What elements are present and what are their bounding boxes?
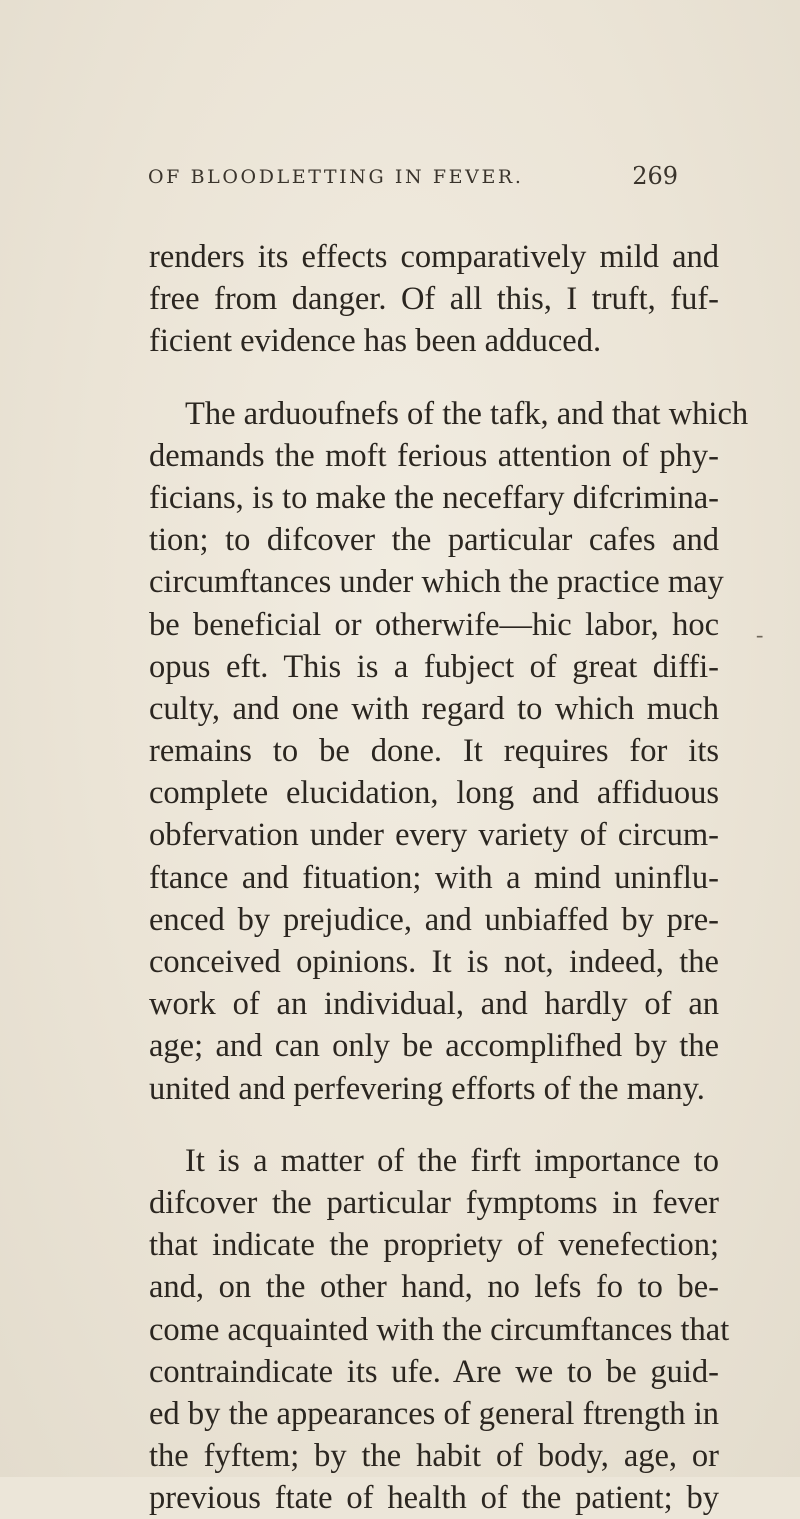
text-line: work of an individual, and hardly of an (149, 986, 719, 1023)
text-line: united and perfevering efforts of the many. (149, 1070, 705, 1107)
paragraph-3 (149, 1140, 730, 1519)
text-line: come acquainted with the circumftances that (149, 1311, 730, 1348)
text-line: free from danger. Of all this, I truft, fuf- (149, 281, 719, 318)
text-line: remains to be done. It requires for its (149, 733, 719, 770)
body-text (149, 236, 749, 1519)
paragraph-2 (149, 393, 749, 1110)
text-line: complete elucidation, long and affiduous (149, 775, 719, 812)
text-line: and, on the other hand, no lefs fo to be- (149, 1269, 719, 1306)
margin-mark: - (756, 622, 764, 647)
text-line: renders its effects comparatively mild and (149, 239, 719, 275)
text-line: ficient evidence has been adduced. (149, 323, 602, 360)
text-line: obfervation under every variety of circum- (149, 817, 719, 854)
text-line: culty, and one with regard to which much (149, 690, 719, 727)
text-line: contraindicate its ufe. Are we to be guid- (149, 1353, 719, 1390)
text-line: previous ftate of health of the patient; by (149, 1480, 719, 1517)
text-line: ftance and fituation; with a mind uninflu- (149, 859, 719, 896)
text-line: opus eft. This is a fubject of great diffi- (149, 648, 719, 685)
text-line: The arduoufnefs of the tafk, and that which (185, 395, 749, 432)
text-line: age; and can only be accomplifhed by the (149, 1028, 719, 1065)
text-line: be beneficial or otherwife—hic labor, hoc (149, 606, 719, 643)
paragraph-1 (149, 236, 719, 363)
text-line: enced by prejudice, and unbiaffed by pre- (149, 901, 719, 938)
text-line: demands the moft ferious attention of phy- (149, 437, 719, 474)
running-head: OF BLOODLETTING IN FEVER. (148, 166, 524, 188)
text-line: ficians, is to make the neceffary difcrimina- (149, 479, 719, 516)
text-line: difcover the particular fymptoms in fever (149, 1184, 719, 1221)
text-line: the fyftem; by the habit of body, age, or (149, 1438, 719, 1475)
text-line: tion; to difcover the particular cafes and (149, 522, 719, 559)
text-line: circumftances under which the practice may (149, 564, 724, 601)
page-header (148, 160, 678, 200)
text-line: ed by the appearances of general ftrength in (149, 1395, 719, 1432)
page-number: 269 (632, 162, 678, 190)
text-line: It is a matter of the firft importance to (185, 1142, 719, 1179)
text-line: that indicate the propriety of venefection; (149, 1227, 719, 1264)
text-line: conceived opinions. It is not, indeed, the (149, 944, 719, 980)
